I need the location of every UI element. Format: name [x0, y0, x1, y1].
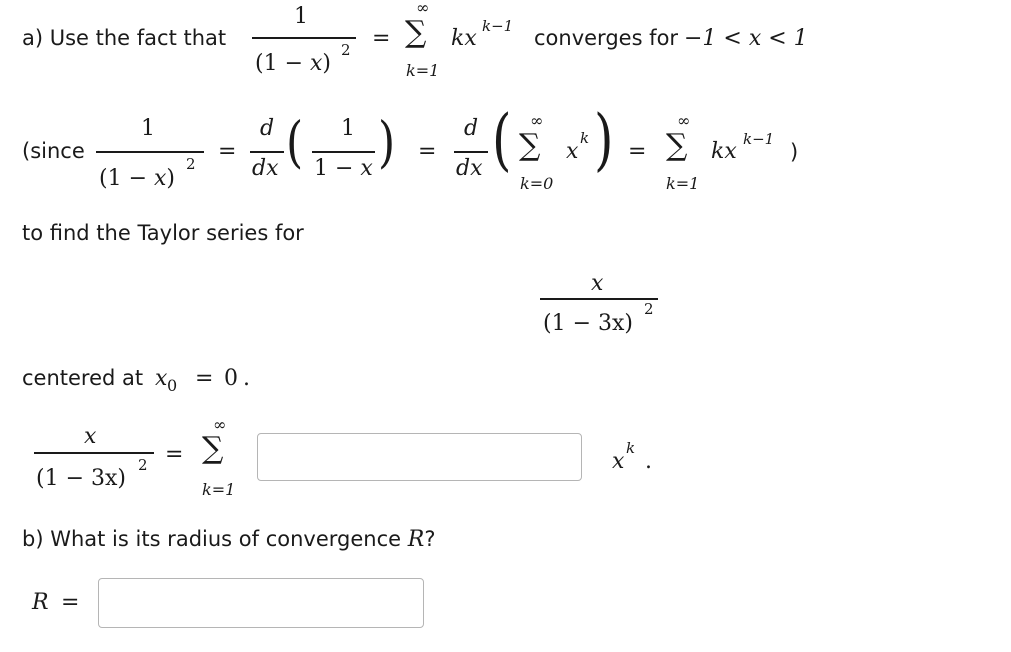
denominator: (1 − 3x) [543, 311, 633, 336]
numerator-one: 1 [294, 4, 308, 29]
dx-symbol: dx [252, 156, 279, 181]
x0-subscript: 0 [167, 376, 178, 395]
exponent-two: 2 [186, 155, 196, 173]
convergence-interval: −1 < x < 1 [684, 26, 808, 51]
coefficient-input[interactable] [257, 433, 582, 481]
numerator-one: 1 [141, 116, 155, 141]
term-x: x [566, 139, 579, 164]
exponent-two: 2 [138, 456, 148, 474]
sum-lower-index: k=1 [666, 174, 700, 193]
denominator: (1 − x) [99, 166, 176, 191]
fraction-bar [34, 452, 154, 454]
intro-text: a) Use the fact that [22, 26, 227, 50]
sum-upper-infinity: ∞ [213, 415, 227, 434]
equals-sign: = [418, 139, 437, 164]
sigma-symbol: ∑ [405, 15, 427, 50]
right-paren: ) [378, 111, 396, 175]
numerator-x: x [84, 424, 97, 449]
term-kx: kx [451, 26, 477, 51]
term-kx: kx [711, 139, 737, 164]
sigma-symbol: ∑ [202, 431, 224, 466]
part-b-question: b) What is its radius of convergence R? [22, 527, 436, 552]
fraction-bar [540, 298, 658, 300]
since-text: (since [22, 139, 85, 163]
equals-sign: = [628, 139, 647, 164]
fraction-bar [250, 151, 284, 153]
centered-at-text: centered at [22, 366, 144, 390]
sum-lower-index: k=1 [202, 480, 236, 499]
fraction-bar [312, 151, 375, 153]
equals-sign: = [195, 366, 214, 391]
fraction-bar [252, 37, 356, 39]
equals-sign: = [372, 26, 391, 51]
fraction-bar [454, 151, 488, 153]
equals-sign: = [61, 590, 80, 615]
x0-symbol: x [155, 366, 168, 391]
left-paren: ( [286, 111, 304, 175]
exponent-two: 2 [341, 41, 351, 59]
R-label: R [32, 590, 49, 615]
period: . [645, 449, 652, 474]
denominator: 1 − x [314, 156, 373, 181]
numerator-x: x [591, 271, 604, 296]
sum-upper-infinity: ∞ [530, 111, 544, 130]
term-x: x [612, 449, 625, 474]
numerator-one: 1 [341, 116, 355, 141]
dx-symbol: dx [456, 156, 483, 181]
left-big-paren: ( [492, 100, 512, 179]
sigma-symbol: ∑ [666, 128, 688, 163]
find-taylor-text: to find the Taylor series for [22, 221, 304, 245]
period: . [243, 366, 250, 391]
center-value: 0 [224, 366, 238, 391]
radius-input[interactable] [98, 578, 424, 628]
sum-lower-index: k=0 [520, 174, 554, 193]
sum-upper-infinity: ∞ [677, 111, 691, 130]
sum-lower-index: k=1 [406, 61, 440, 80]
sum-upper-infinity: ∞ [416, 0, 430, 17]
denominator: (1 − x) [255, 51, 332, 76]
d-symbol: d [260, 116, 275, 141]
exponent-k-minus-1: k−1 [482, 17, 514, 35]
right-big-paren: ) [594, 100, 614, 179]
equals-sign: = [165, 442, 184, 467]
close-paren-text: ) [790, 140, 799, 164]
equals-sign: = [218, 139, 237, 164]
fraction-bar [96, 151, 204, 153]
d-symbol: d [464, 116, 479, 141]
exponent-two: 2 [644, 300, 654, 318]
converges-text: converges for [534, 26, 679, 50]
exponent-k: k [580, 129, 590, 147]
exponent-k-minus-1: k−1 [743, 130, 775, 148]
sigma-symbol: ∑ [519, 128, 541, 163]
denominator: (1 − 3x) [36, 466, 126, 491]
exponent-k: k [626, 439, 636, 457]
